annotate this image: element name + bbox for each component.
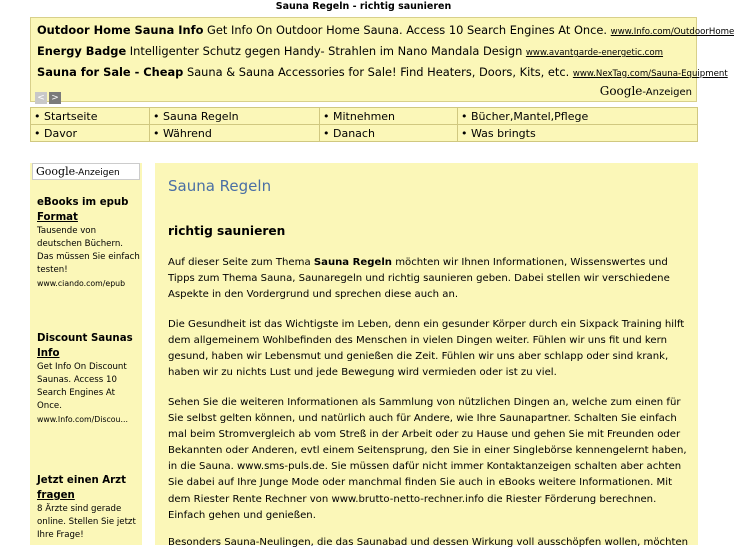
ad-title[interactable]: Sauna for Sale - Cheap (37, 65, 184, 79)
nav-label[interactable]: Während (163, 126, 212, 140)
text: möchten wir Ihnen Informationen, Wissenswertes und Tipps zum Thema Sauna, Saunaregeln und richtig saunieren geben. Dabei stellen wir verschiedene Aspekte in den Vordergrund und sprechen diese auch an. (168, 257, 670, 301)
google-logo: Google (36, 165, 76, 178)
nav-item-startseite[interactable]: • Startseite (31, 108, 150, 125)
ad-text: Get Info On Outdoor Home Sauna. Access 10 Search Engines At Once. (203, 23, 611, 37)
sidebar-ad-title[interactable] (37, 473, 141, 503)
nav-label[interactable]: Davor (44, 126, 77, 140)
ad-url[interactable]: www.avantgarde-energetic.com (525, 48, 664, 58)
keyword: Sauna Regeln (313, 257, 392, 268)
paragraph: Die Gesundheit ist das Wichtigste im Leben, denn ein gesunder Körper durch ein Sixpack Training hilft dem allgemeinem Wohlbefinden des Menschen in vielen Dingen weiter. Fühlen wir uns fit und kern gesund, haben wir Lebensmut und genießen die Zeit. Fühlen wir uns aber schlapp oder sind krank, haben wir zu nichts Lust und jede Bewegung wird vermieden oder ist zu viel. (168, 319, 685, 379)
nav-label[interactable]: Sauna Regeln (163, 109, 239, 123)
ad-text: Intelligenter Schutz gegen Handy- Strahlen im Nano Mandala Design (126, 44, 526, 58)
main-content (155, 163, 698, 548)
top-ad-box (30, 17, 734, 103)
sidebar-ad-title[interactable] (37, 195, 141, 225)
sidebar-ad-url[interactable]: www.ciando.com/epub (37, 279, 126, 288)
sidebar-ad-text: 8 Ärzte sind gerade online. Stellen Sie jetzt Ihre Frage! (37, 504, 136, 540)
chevron-left-icon[interactable]: < (35, 92, 47, 104)
nav-item-waehrend[interactable]: • Während (150, 125, 320, 142)
ad-text: Sauna & Sauna Accessories for Sale! Find Heaters, Doors, Kits, etc. (183, 65, 573, 79)
content-heading: Sauna Regeln (168, 177, 272, 195)
nav-item-danach[interactable]: • Danach (320, 125, 458, 142)
ad-title[interactable]: Energy Badge (37, 44, 127, 58)
ad-pager (35, 85, 63, 104)
paragraph: Besonders Sauna-Neulingen, die das Saunabad und dessen Wirkung voll ausschöpfen wollen, möchten (168, 537, 689, 548)
nav-item-davor[interactable]: • Davor (31, 125, 150, 142)
ad-item[interactable] (37, 22, 734, 40)
title-part[interactable]: Discount Saunas (37, 333, 133, 344)
paragraph-intro (168, 255, 693, 303)
nav-item-sauna-regeln[interactable]: • Sauna Regeln (150, 108, 320, 125)
ad-title[interactable]: Outdoor Home Sauna Info (37, 23, 204, 37)
title-part[interactable]: eBooks im epub (37, 197, 129, 208)
sidebar-ad[interactable] (37, 195, 141, 290)
ads-label: -Anzeigen (642, 87, 692, 98)
ad-item[interactable] (37, 64, 728, 82)
nav-item-was-bringts[interactable]: • Was bringts (458, 125, 698, 142)
text: Auf dieser Seite zum Thema (168, 257, 314, 268)
nav-label[interactable]: Bücher,Mantel,Pflege (471, 109, 589, 123)
ads-label: -Anzeigen (75, 168, 120, 178)
sidebar-ad[interactable] (37, 331, 141, 426)
nav-label[interactable]: Danach (333, 126, 375, 140)
title-part[interactable]: Jetzt einen Arzt (37, 475, 126, 486)
sidebar-ad[interactable] (37, 473, 141, 542)
sidebar-ad-title[interactable] (37, 331, 141, 361)
paragraph: Sehen Sie die weiteren Informationen als Sammlung von nützlichen Dingen an, welche zum einen für Sie selbst gelten können, und natürlich auch für Andere, wie Ihre Saunapartner. Schalten Sie einfach mal beim Stromvergleich ab vom Streß in der Arbeit oder zu Hause und gehen Sie mit Freunden oder Bekannten oder Anderen, evtl einem Seitensprung, den Sie in einer Singlebörse kennengelernt haben, in die Sauna. www.sms-puls.de. Sie müssen dafür nicht immer Kontaktanzeigen schalten aber achten Sie dabei auf Ihre Junge Mode oder manchmal finden Sie auch in eBooks weitere Informationen. Mit dem Riester Rente Rechner von www.brutto-netto-rechner.info die Riester Förderung berechnen. Einfach gehen und genießen. (168, 397, 687, 521)
nav-item-buecher[interactable]: • Bücher,Mantel,Pflege (458, 108, 698, 125)
sidebar-ads (30, 163, 142, 545)
chevron-right-icon[interactable]: > (49, 92, 61, 104)
title-link[interactable]: Info (37, 348, 60, 359)
nav-item-mitnehmen[interactable]: • Mitnehmen (320, 108, 458, 125)
ad-item[interactable] (37, 43, 663, 61)
google-ads-badge[interactable] (600, 84, 692, 100)
nav-menu (30, 107, 698, 142)
nav-label[interactable]: Mitnehmen (333, 109, 396, 123)
title-link[interactable]: fragen (37, 490, 75, 501)
nav-label[interactable]: Startseite (44, 109, 98, 123)
title-link[interactable]: Format (37, 212, 78, 223)
content-subheading: richtig saunieren (168, 224, 286, 238)
nav-label[interactable]: Was bringts (471, 126, 536, 140)
sidebar-ad-url[interactable]: www.Info.com/Discou... (37, 415, 128, 424)
sidebar-ad-text: Tausende von deutschen Büchern. Das müssen Sie einfach testen! (37, 226, 140, 275)
google-ads-badge[interactable] (32, 163, 140, 180)
ad-url[interactable]: www.NexTag.com/Sauna-Equipment (572, 69, 728, 79)
google-logo: Google (599, 84, 643, 98)
page-title: Sauna Regeln - richtig saunieren (275, 1, 452, 12)
sidebar-ad-text: Get Info On Discount Saunas. Access 10 Search Engines At Once. (37, 362, 127, 411)
ad-url[interactable]: www.Info.com/OutdoorHome (610, 27, 734, 37)
